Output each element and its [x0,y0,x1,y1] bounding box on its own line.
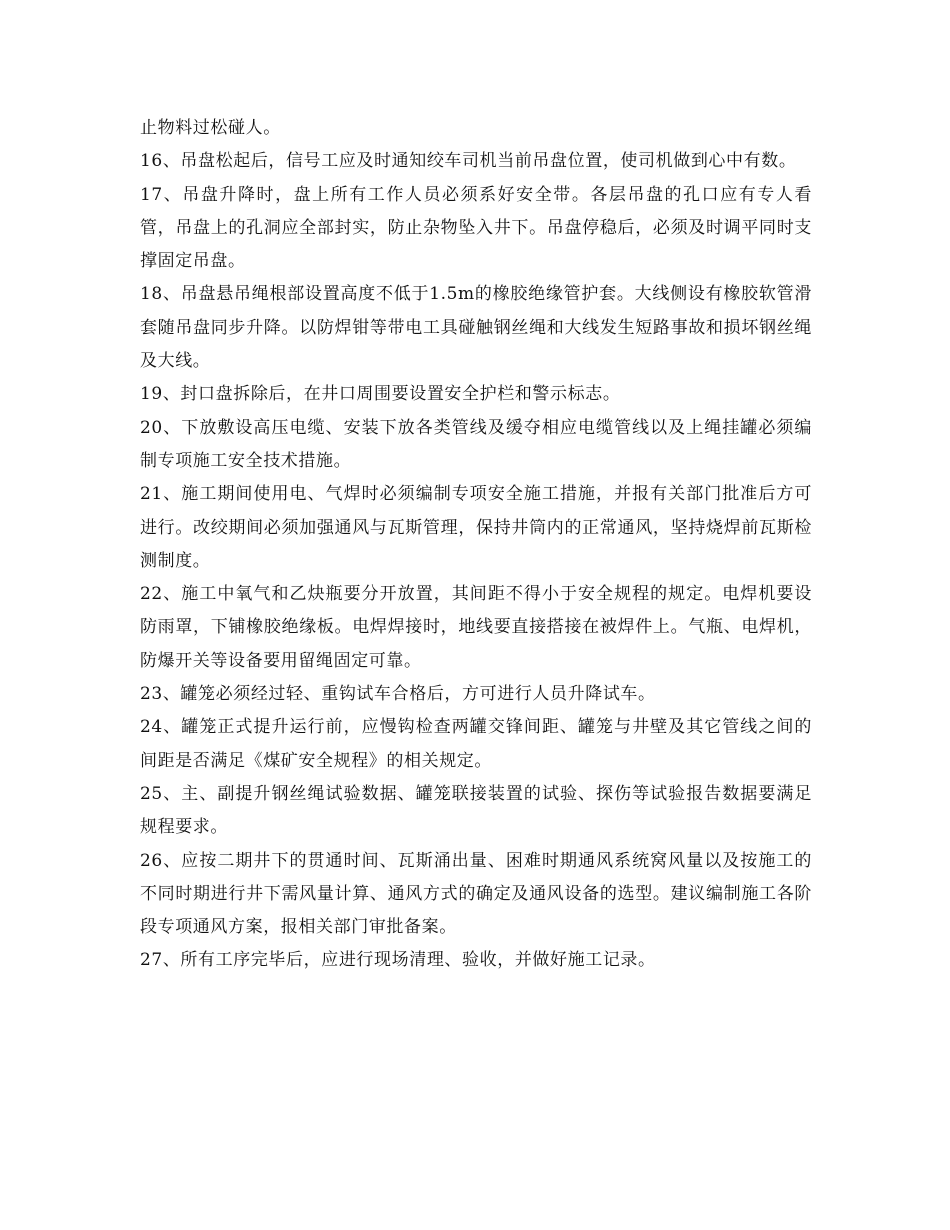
paragraph-item-21: 21、施工期间使用电、气焊时必须编制专项安全施工措施，并报有关部门批准后方可进行。改绞期间必须加强通风与瓦斯管理，保持井筒内的正常通风，坚持烧焊前瓦斯检测制度。 [140,484,812,571]
paragraph-item-20: 20、下放敷设高压电缆、安装下放各类管线及缓夺相应电缆管线以及上绳挂罐必须编制专项施工安全技术措施。 [140,417,812,471]
paragraph-item-24: 24、罐笼正式提升运行前，应慢钩检查两罐交锋间距、罐笼与井壁及其它管线之间的间距是否满足《煤矿安全规程》的相关规定。 [140,717,812,771]
paragraph-item-23: 23、罐笼必须经过轻、重钩试车合格后，方可进行人员升降试车。 [140,684,656,705]
document-body [140,112,812,978]
paragraph-item-17: 17、吊盘升降时，盘上所有工作人员必须系好安全带。各层吊盘的孔口应有专人看管，吊盘上的孔洞应全部封实，防止杂物坠入井下。吊盘停稳后，必须及时调平同时支撑固定吊盘。 [140,184,812,272]
paragraph-item-19: 19、封口盘拆除后，在井口周围要设置安全护栏和警示标志。 [140,384,621,405]
paragraph-item-22: 22、施工中氧气和乙炔瓶要分开放置，其间距不得小于安全规程的规定。电焊机要设防雨罩，下铺橡胶绝缘板。电焊焊接时，地线要直接搭接在被焊件上。气瓶、电焊机，防爆开关等设备要用留绳固定可靠。 [140,584,812,671]
paragraph-item-16: 16、吊盘松起后，信号工应及时通知绞车司机当前吊盘位置，使司机做到心中有数。 [140,151,797,172]
paragraph-item-27: 27、所有工序完毕后，应进行现场清理、验收，并做好施工记录。 [140,950,656,971]
paragraph-continuation: 止物料过松碰人。 [140,118,281,138]
paragraph-item-25: 25、主、副提升钢丝绳试验数据、罐笼联接装置的试验、探伤等试验报告数据要满足规程要求。 [140,783,812,838]
paragraph-item-26: 26、应按二期井下的贯通时间、瓦斯涌出量、困难时期通风系统窝风量以及按施工的不同时期进行井下需风量计算、通风方式的确定及通风设备的选型。建议编制施工各阶段专项通风方案，报相关部门审批备案。 [140,850,812,938]
paragraph-item-18: 18、吊盘悬吊绳根部设置高度不低于1.5m的橡胶绝缘管护套。大线侧设有橡胶软管滑套随吊盘同步升降。以防焊钳等带电工具碰触钢丝绳和大线发生短路事故和损坏钢丝绳及大线。 [140,284,812,372]
